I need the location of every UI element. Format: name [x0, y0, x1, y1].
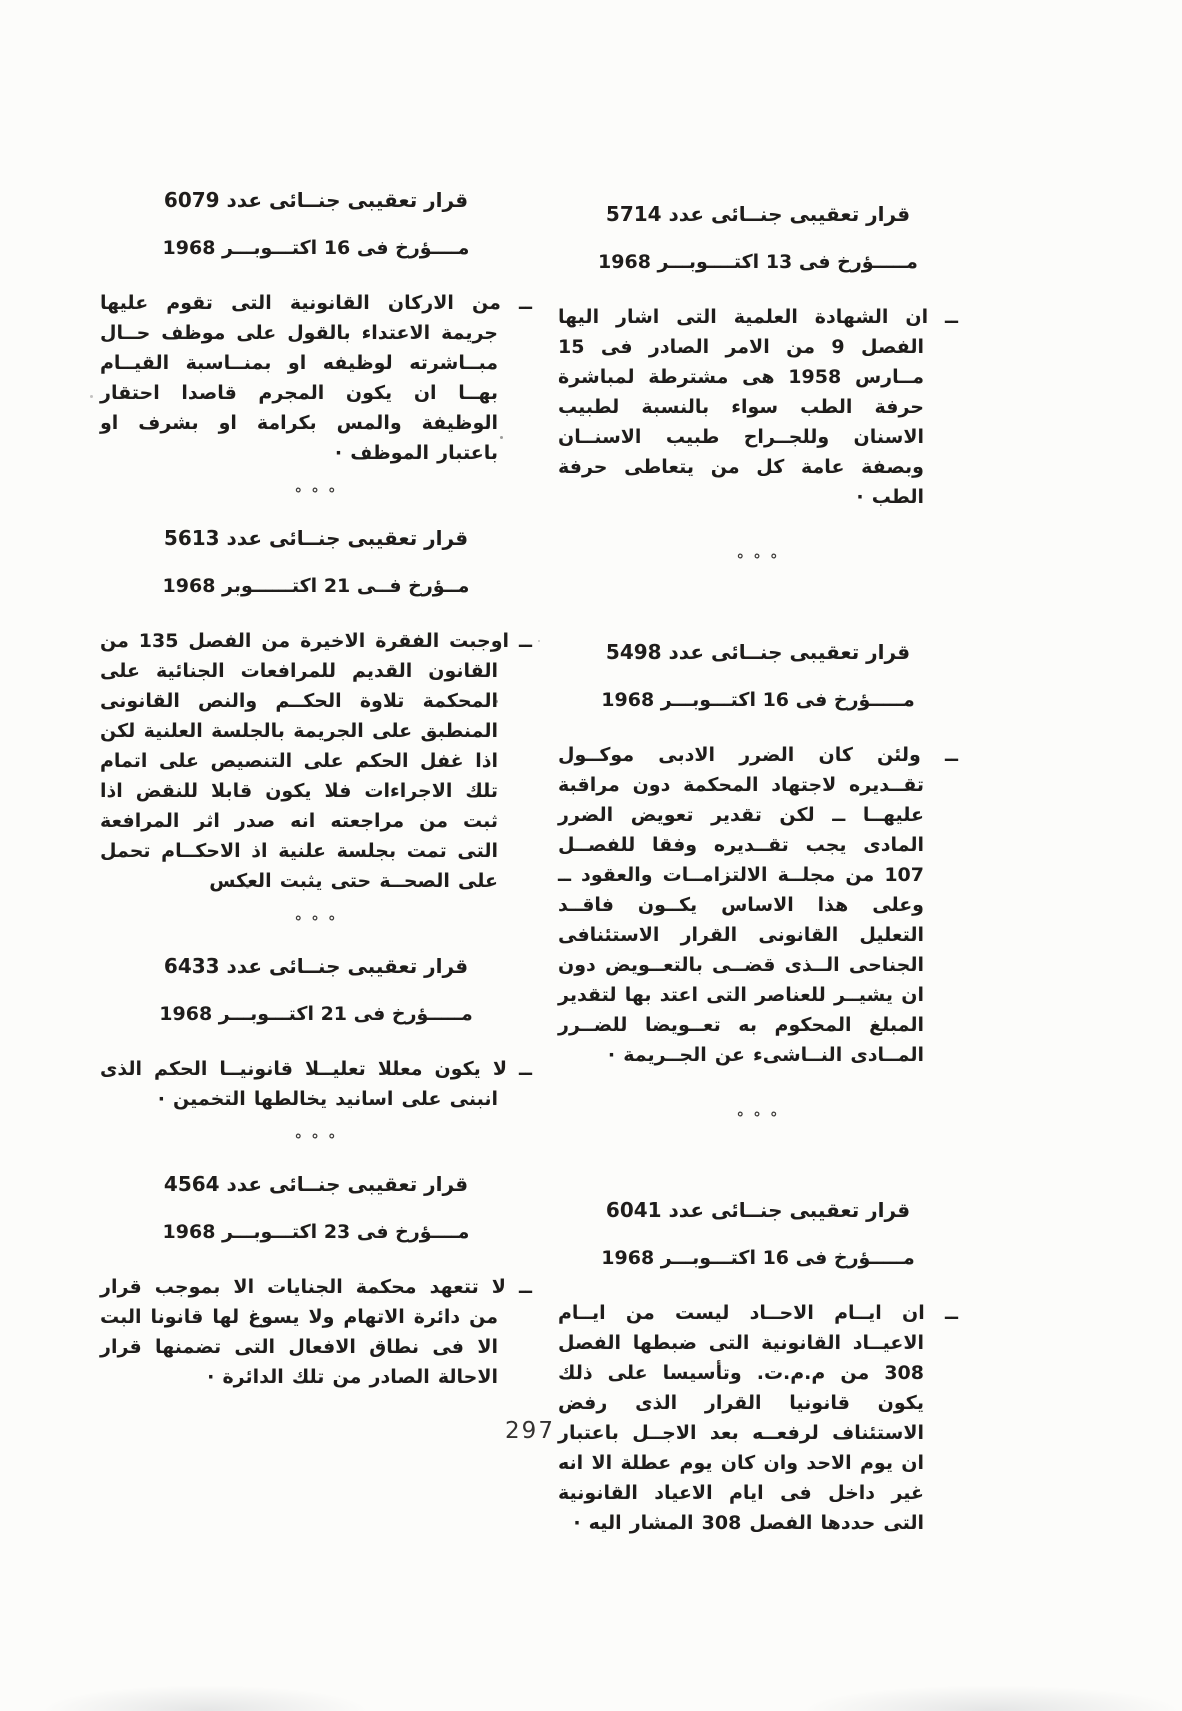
decision-section-5613 [100, 524, 532, 896]
decision-section-6079 [100, 186, 532, 468]
decision-title: قرار تعقيبى جنــائى عدد 5498 [605, 640, 911, 664]
decision-title: قرار تعقيبى جنــائى عدد 6433 [163, 954, 469, 978]
section-separator-ornament: ° ° ° [736, 1109, 780, 1127]
decision-summary: ــ لا تتعهد محكمة الجنايات الا بموجب قرار من دائرة الاتهام ولا يسوغ لها قانونا البت الا فى نطاق الافعال التى تضمنها قرار الاحالة الصادر من تلك الدائرة · [100, 1276, 532, 1388]
scan-speck [495, 700, 498, 703]
decision-summary: ــ ان ايــام الاحــاد ليست من ايــام الاعيــاد القانونية التى ضبطها الفصل 308 من م.م.ت. وتأسيسا على ذلك يكون قانونيا القرار الذى رفض الاستئناف لرفعــه بعد الاجــل باعتبار ان يوم الاحد وان كان يوم عطلة الا انه غير داخل فى ايام الاعياد القانونية التى حددها الفصل 308 المشار اليه · [558, 1302, 958, 1534]
decision-date: مـــــؤرخ فى 13 اكتــــوبـــر 1968 [598, 251, 918, 273]
decision-date: مـــــؤرخ فى 16 اكتـــوبـــر 1968 [601, 1247, 915, 1269]
right-column [558, 186, 958, 1538]
decision-section-4564 [100, 1170, 532, 1392]
decision-summary: ــ لا يكون معللا تعليــلا قانونيــا الحكم الذى انبنى على اسانيد يخالطها التخمين · [100, 1058, 532, 1110]
left-column [100, 186, 532, 1538]
decision-summary: ــ ولئن كان الضرر الادبى موكــول تقــديره لاجتهاد المحكمة دون مراقبة عليهــا ــ لكن تقدير تعويض الضرر المادى يجب تقــديره وفقا للفصــل 107 من مجلــة الالتزامــات والعقود ــ وعلى هذا الاساس يكــون فاقــد التعليل القانونى القرار الاستئنافى الجناحى الــذى قضــى بالتعــويض دون ان يشيــر للعناصر التى اعتد بها لتقدير المبلغ المحكوم به تعــويضا للضــرر المــادى النــاشىء عن الجــريمة · [558, 744, 958, 1066]
decision-section-6041 [558, 1196, 958, 1538]
decision-title: قرار تعقيبى جنــائى عدد 5714 [605, 202, 911, 226]
scan-smudge [800, 1685, 1182, 1711]
decision-title: قرار تعقيبى جنــائى عدد 6079 [163, 188, 469, 212]
scan-smudge [40, 1685, 370, 1711]
decision-date: مــــؤرخ فى 16 اكتـــوبـــر 1968 [162, 237, 470, 259]
decision-title: قرار تعقيبى جنــائى عدد 6041 [605, 1198, 911, 1222]
decision-date: مــؤرخ فــى 21 اكتــــــوبر 1968 [162, 575, 470, 597]
decision-date: مـــــؤرخ فى 21 اكتـــوبـــر 1968 [159, 1003, 473, 1025]
scan-speck [246, 886, 249, 889]
scan-speck [538, 640, 540, 642]
scan-speck [90, 395, 93, 398]
decision-summary: ــ اوجبت الفقرة الاخيرة من الفصل 135 من القانون القديم للمرافعات الجنائية على المحكمة تلاوة الحكــم والنص القانونى المنطبق على الجريمة بالجلسة العلنية لكن اذا غفل الحكم على التنصيص على اتمام تلك الاجراءات فلا يكون قابلا للنقض اذا ثبت من مراجعته انه صدر اثر المرافعة التى تمت بجلسة علنية اذ الاحكــام تحمل على الصحــة حتى يثبت العكس [100, 630, 532, 892]
decision-title: قرار تعقيبى جنــائى عدد 4564 [163, 1172, 469, 1196]
section-separator-ornament: ° ° ° [294, 913, 338, 931]
decision-date: مـــــؤرخ فى 16 اكتـــوبـــر 1968 [601, 689, 915, 711]
decision-title: قرار تعقيبى جنــائى عدد 5613 [163, 526, 469, 550]
section-separator-ornament: ° ° ° [294, 1131, 338, 1149]
decision-date: مــــؤرخ فى 23 اكتـــوبـــر 1968 [162, 1221, 470, 1243]
decision-summary: ــ من الاركان القانونية التى تقوم عليها جريمة الاعتداء بالقول على موظف حــال مبــاشرته لوظيفه او بمنــاسبة القيــام بهــا ان يكون المجرم قاصدا احتقار الوظيفة والمس بكرامة او بشرف او باعتبار الموظف · [100, 292, 532, 464]
section-separator-ornament: ° ° ° [736, 551, 780, 569]
section-separator-ornament: ° ° ° [294, 485, 338, 503]
page-number: 297 [505, 1418, 555, 1444]
scan-speck [500, 436, 503, 439]
decision-section-6433 [100, 952, 532, 1114]
decision-section-5498 [558, 638, 958, 1070]
decision-section-5714 [558, 200, 958, 512]
two-column-text-area [100, 186, 958, 1538]
decision-summary: ــ ان الشهادة العلمية التى اشار اليها الفصل 9 من الامر الصادر فى 15 مــارس 1958 هى مشترطة لمباشرة حرفة الطب سواء بالنسبة لطبيب الاسنان وللجــراح طبيب الاسنــان وبصفة عامة كل من يتعاطى حرفة الطب · [558, 306, 958, 508]
